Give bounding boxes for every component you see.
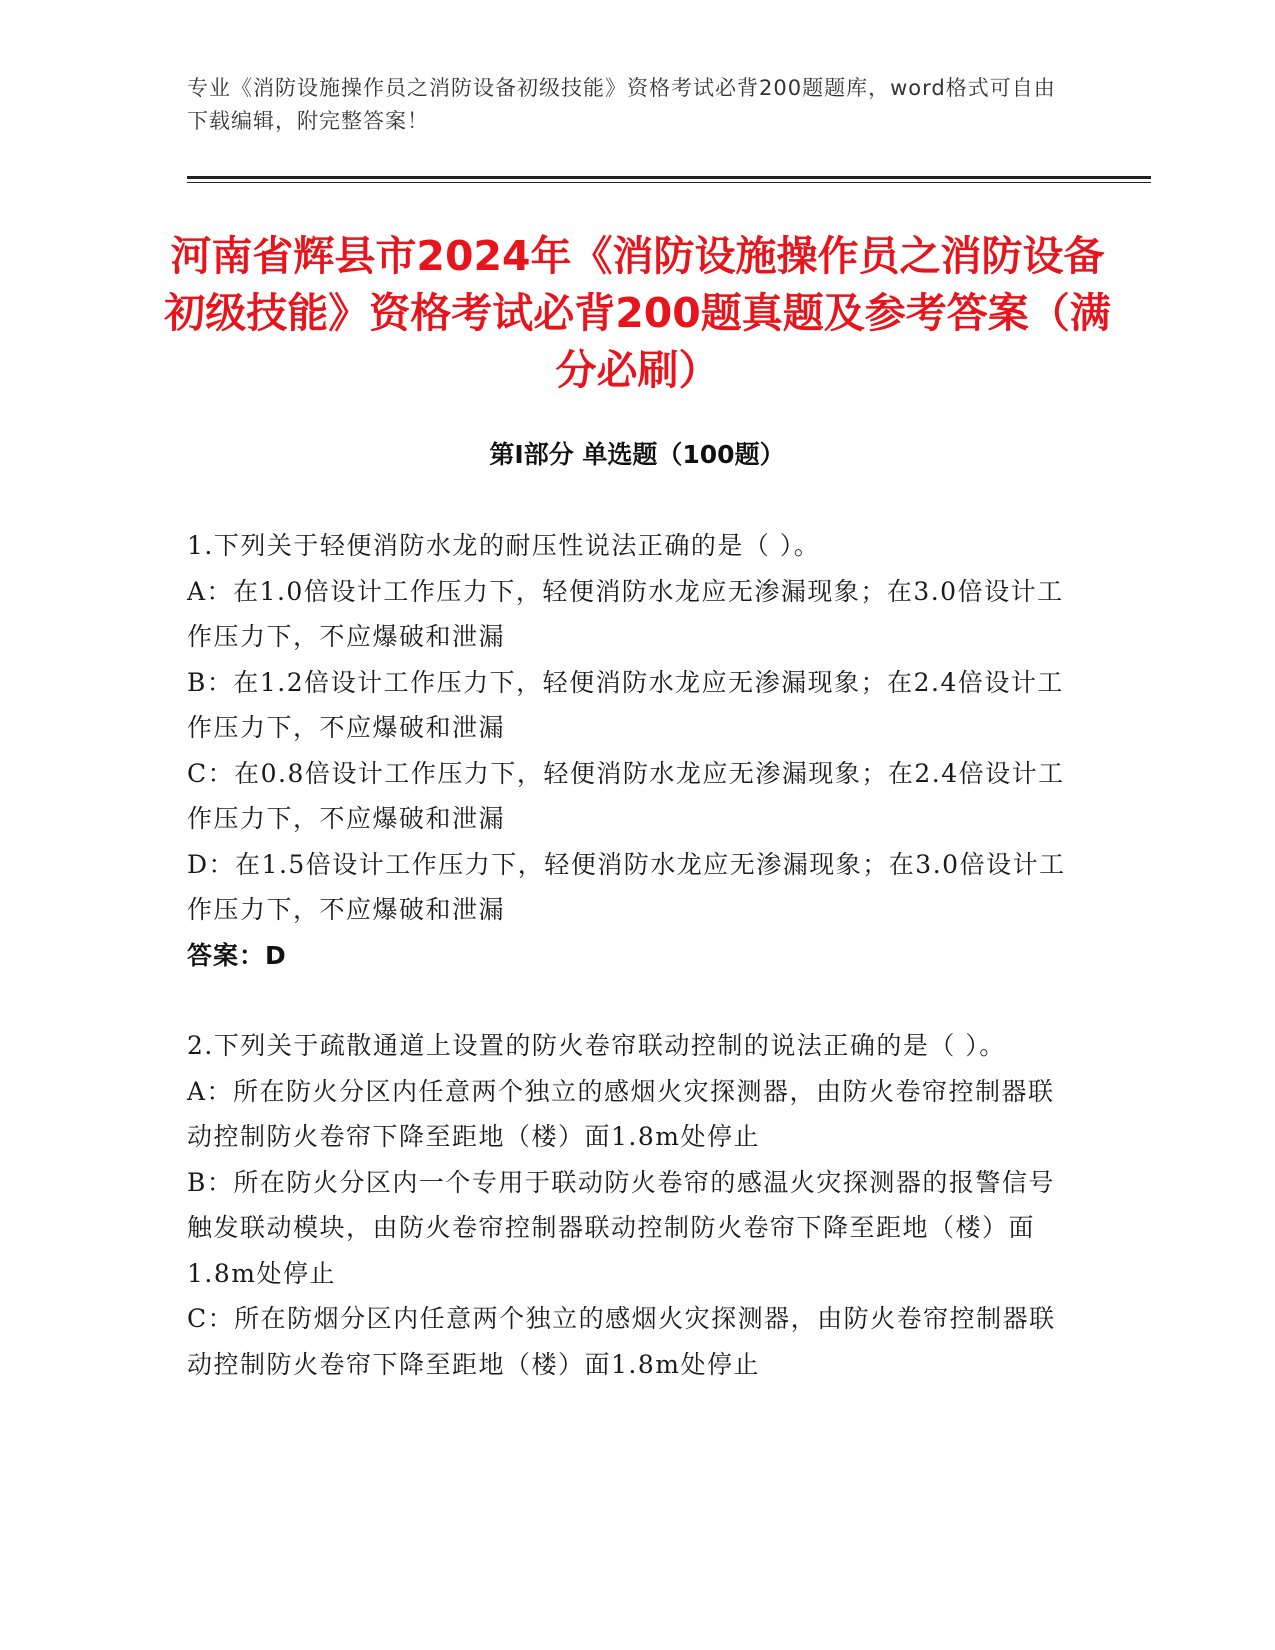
- option-c: C：所在防烟分区内任意两个独立的感烟火灾探测器，由防火卷帘控制器联动控制防火卷帘下降至距地（楼）面1.8m处停止: [187, 1304, 1056, 1379]
- question-stem: 2.下列关于疏散通道上设置的防火卷帘联动控制的说法正确的是（ ）。: [187, 1031, 1006, 1060]
- option-b: B：所在防火分区内一个专用于联动防火卷帘的感温火灾探测器的报警信号触发联动模块，由防火卷帘控制器联动控制防火卷帘下降至距地（楼）面1.8m处停止: [187, 1167, 1055, 1288]
- answer-label: 答案：D: [187, 940, 287, 970]
- option-b: B：在1.2倍设计工作压力下，轻便消防水龙应无渗漏现象；在2.4倍设计工作压力下，不应爆破和泄漏: [187, 667, 1064, 742]
- header-divider-thick: [187, 176, 1151, 179]
- question-2: [187, 1023, 1067, 1387]
- option-a: A：在1.0倍设计工作压力下，轻便消防水龙应无渗漏现象；在3.0倍设计工作压力下，不应爆破和泄漏: [187, 576, 1064, 651]
- option-d: D：在1.5倍设计工作压力下，轻便消防水龙应无渗漏现象；在3.0倍设计工作压力下，不应爆破和泄漏: [187, 849, 1066, 924]
- header-note: 专业《消防设施操作员之消防设备初级技能》资格考试必背200题题库，word格式可自由下载编辑，附完整答案！: [187, 76, 1056, 133]
- header-divider-thin: [187, 182, 1151, 183]
- section-title: 第I部分 单选题（100题）: [489, 440, 785, 469]
- question-1: [187, 523, 1067, 978]
- option-c: C：在0.8倍设计工作压力下，轻便消防水龙应无渗漏现象；在2.4倍设计工作压力下，不应爆破和泄漏: [187, 758, 1065, 833]
- question-stem: 1.下列关于轻便消防水龙的耐压性说法正确的是（ ）。: [187, 531, 821, 560]
- option-a: A：所在防火分区内任意两个独立的感烟火灾探测器，由防火卷帘控制器联动控制防火卷帘下降至距地（楼）面1.8m处停止: [187, 1076, 1055, 1151]
- document-title: 河南省辉县市2024年《消防设施操作员之消防设备初级技能》资格考试必背200题真题及参考答案（满分必刷）: [164, 232, 1111, 394]
